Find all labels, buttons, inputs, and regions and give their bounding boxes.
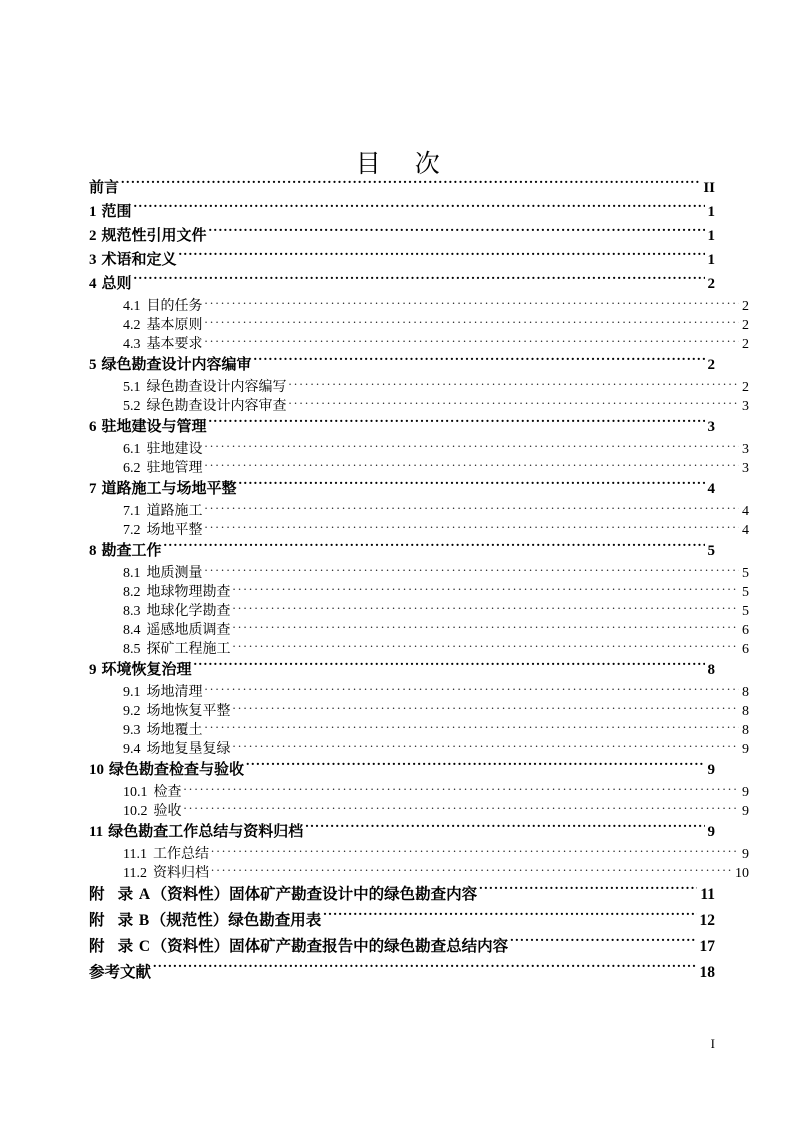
toc-entry-number: 7 — [89, 481, 97, 497]
toc-entry-page-number: 11 — [700, 886, 715, 903]
toc-entry-text: 勘查工作 — [101, 543, 162, 559]
toc-entry[interactable] — [89, 582, 749, 601]
toc-dot-leader — [209, 416, 705, 431]
toc-entry-page-number: 9 — [742, 785, 749, 800]
toc-entry-label — [89, 353, 253, 377]
toc-entry-number: B — [138, 912, 151, 929]
toc-entry[interactable] — [89, 908, 715, 934]
toc-entry-page-number: 1 — [707, 204, 715, 220]
toc-entry-label — [123, 583, 232, 601]
toc-entry-number: 1 — [89, 204, 97, 220]
toc-entry-label — [89, 415, 208, 439]
toc-dot-leader — [205, 439, 740, 453]
toc-dot-leader — [184, 801, 740, 815]
toc-entry-number: 8.5 — [123, 642, 141, 657]
toc-entry-page-number: 12 — [699, 912, 715, 929]
toc-entry[interactable] — [89, 248, 715, 272]
toc-dot-leader — [205, 334, 740, 348]
toc-entry-page-number: 1 — [707, 252, 715, 268]
toc-entry-page-number: 2 — [742, 337, 749, 352]
toc-entry[interactable] — [89, 458, 749, 477]
toc-entry-label — [89, 908, 322, 934]
toc-dot-leader — [205, 682, 740, 696]
toc-entry[interactable] — [89, 315, 749, 334]
toc-dot-leader — [479, 884, 697, 900]
toc-entry-text: 参考文献 — [89, 964, 152, 981]
toc-entry[interactable] — [89, 334, 749, 353]
toc-entry-page-number: 9 — [742, 847, 749, 862]
toc-dot-leader — [164, 540, 705, 555]
toc-entry[interactable] — [89, 501, 749, 520]
toc-dot-leader — [233, 601, 740, 615]
toc-entry[interactable] — [89, 520, 749, 539]
toc-entry-text: 场地覆土 — [146, 723, 203, 738]
toc-entry-label — [123, 802, 183, 820]
toc-entry-text: 术语和定义 — [101, 252, 177, 268]
toc-entry-number: 9 — [89, 662, 97, 678]
toc-entry-label — [123, 845, 210, 863]
toc-entry-label — [89, 224, 208, 248]
toc-entry[interactable] — [89, 377, 749, 396]
toc-dot-leader — [194, 659, 705, 674]
toc-entry[interactable] — [89, 176, 715, 200]
toc-entry[interactable] — [89, 296, 749, 315]
toc-entry-label — [123, 297, 204, 315]
toc-entry[interactable] — [89, 782, 749, 801]
toc-entry-page-number: 3 — [742, 461, 749, 476]
toc-entry-text: 环境恢复治理 — [101, 662, 192, 678]
toc-entry-number: 3 — [89, 252, 97, 268]
toc-entry[interactable] — [89, 801, 749, 820]
toc-entry-number: 9.3 — [123, 723, 141, 738]
toc-dot-leader — [153, 962, 696, 978]
toc-dot-leader — [209, 225, 705, 240]
toc-entry-page-number: 2 — [742, 380, 749, 395]
toc-entry[interactable] — [89, 658, 715, 682]
toc-entry-label — [123, 502, 204, 520]
toc-entry-text: 绿色勘查设计内容编写 — [146, 380, 287, 395]
toc-entry-text: 绿色勘查检查与验收 — [109, 762, 245, 778]
toc-entry[interactable] — [89, 396, 749, 415]
toc-entry-text: 绿色勘查工作总结与资料归档 — [108, 824, 304, 840]
toc-entry-page-number: 9 — [707, 762, 715, 778]
toc-entry-text: 基本要求 — [146, 337, 203, 352]
toc-dot-leader — [134, 273, 705, 288]
toc-dot-leader — [205, 520, 740, 534]
toc-entry-text: 范围 — [101, 204, 132, 220]
toc-entry-label — [89, 820, 304, 844]
toc-entry-page-number: 8 — [742, 685, 749, 700]
toc-entry-label — [89, 248, 178, 272]
toc-entry-label — [89, 882, 478, 908]
toc-entry-text: 总则 — [101, 276, 132, 292]
toc-entry-label — [89, 539, 163, 563]
toc-entry[interactable] — [89, 639, 749, 658]
toc-entry[interactable] — [89, 439, 749, 458]
toc-entry-page-number: II — [703, 180, 715, 196]
toc-entry-page-number: 5 — [742, 604, 749, 619]
toc-entry[interactable] — [89, 477, 715, 501]
toc-entry-number: 5 — [89, 357, 97, 373]
toc-entry-page-number: 5 — [707, 543, 715, 559]
toc-entry-label — [123, 640, 232, 658]
toc-entry-text: 场地清理 — [146, 685, 203, 700]
toc-entry-text: 资料归档 — [152, 866, 209, 881]
toc-entry-page-number: 2 — [707, 357, 715, 373]
toc-entry-page-number: 8 — [707, 662, 715, 678]
toc-entry-number: 9.2 — [123, 704, 141, 719]
toc-entry-text: 目的任务 — [146, 299, 203, 314]
table-of-contents-list — [89, 176, 749, 986]
toc-entry-page-number: 2 — [742, 318, 749, 333]
toc-entry[interactable] — [89, 415, 715, 439]
toc-dot-leader — [233, 582, 740, 596]
toc-entry-text: 地球化学勘查 — [146, 604, 231, 619]
toc-entry-label — [123, 440, 204, 458]
toc-entry-text: 道路施工与场地平整 — [101, 481, 237, 497]
toc-dot-leader — [246, 759, 704, 774]
toc-entry-number: 8.3 — [123, 604, 141, 619]
toc-entry-number: 6.2 — [123, 461, 141, 476]
toc-entry-label — [123, 378, 288, 396]
toc-entry-label — [123, 316, 204, 334]
toc-entry-text: 绿色勘查设计内容编审 — [101, 357, 252, 373]
toc-entry-label — [123, 721, 204, 739]
toc-entry-page-number: 3 — [707, 419, 715, 435]
toc-entry-number: C — [138, 938, 152, 955]
toc-entry-number: 4.2 — [123, 318, 141, 333]
toc-dot-leader — [205, 315, 740, 329]
toc-entry-number: 4.3 — [123, 337, 141, 352]
toc-entry-text: 规范性引用文件 — [101, 228, 207, 244]
toc-entry-label — [123, 783, 183, 801]
toc-entry-number: 10.2 — [123, 804, 148, 819]
toc-entry-number: 5.1 — [123, 380, 141, 395]
toc-dot-leader — [205, 458, 740, 472]
toc-entry-label — [89, 176, 120, 200]
toc-entry-number: A — [138, 886, 152, 903]
toc-dot-leader — [289, 377, 740, 391]
toc-entry[interactable] — [89, 701, 749, 720]
toc-entry[interactable] — [89, 720, 749, 739]
toc-dot-leader — [239, 478, 705, 493]
page-number-footer: I — [710, 1036, 715, 1051]
toc-entry-page-number: 4 — [742, 523, 749, 538]
toc-entry-number: 4 — [89, 276, 97, 292]
toc-entry-number: 8.1 — [123, 566, 141, 581]
page-title: 目 次 — [355, 149, 445, 178]
toc-entry-page-number: 4 — [707, 481, 715, 497]
toc-entry-page-number: 5 — [742, 566, 749, 581]
toc-entry-number: 5.2 — [123, 399, 141, 414]
toc-dot-leader — [211, 844, 739, 858]
toc-dot-leader — [305, 821, 704, 836]
toc-entry-number: 8.4 — [123, 623, 141, 638]
toc-entry-label — [89, 960, 152, 986]
toc-entry[interactable] — [89, 601, 749, 620]
toc-entry[interactable] — [89, 539, 715, 563]
toc-dot-leader — [211, 863, 732, 877]
toc-entry-number: 11.1 — [123, 847, 147, 862]
toc-entry[interactable] — [89, 844, 749, 863]
toc-entry[interactable] — [89, 682, 749, 701]
toc-entry-page-number: 9 — [742, 804, 749, 819]
toc-entry-label — [123, 459, 204, 477]
toc-entry-number: 2 — [89, 228, 97, 244]
toc-entry[interactable] — [89, 882, 715, 908]
toc-entry-label — [123, 683, 204, 701]
toc-dot-leader — [233, 620, 740, 634]
toc-dot-leader — [205, 296, 740, 310]
toc-dot-leader — [510, 936, 696, 952]
toc-entry-page-number: 10 — [735, 866, 749, 881]
toc-entry-page-number: 17 — [699, 938, 715, 955]
toc-dot-leader — [289, 396, 740, 410]
toc-dot-leader — [184, 782, 740, 796]
toc-entry-label — [89, 477, 238, 501]
toc-entry-text: （资料性）固体矿产勘查报告中的绿色勘查总结内容 — [151, 938, 509, 955]
toc-dot-leader — [179, 249, 705, 264]
toc-entry-number: 4.1 — [123, 299, 141, 314]
toc-entry-page-number: 5 — [742, 585, 749, 600]
toc-entry-number: 10 — [89, 762, 104, 778]
toc-entry-prefix: 附 录 — [89, 912, 138, 929]
toc-entry-label — [89, 272, 133, 296]
toc-entry-number: 6.1 — [123, 442, 141, 457]
toc-entry[interactable] — [89, 820, 715, 844]
toc-entry[interactable] — [89, 353, 715, 377]
toc-entry-label — [89, 934, 509, 960]
toc-entry-page-number: 6 — [742, 642, 749, 657]
toc-entry-label — [123, 521, 204, 539]
toc-entry-text: 场地复垦复绿 — [146, 742, 231, 757]
toc-entry-label — [123, 397, 288, 415]
toc-entry-page-number: 3 — [742, 442, 749, 457]
toc-entry-number: 8 — [89, 543, 97, 559]
toc-entry-page-number: 3 — [742, 399, 749, 414]
toc-entry-label — [123, 335, 204, 353]
toc-entry-page-number: 1 — [707, 228, 715, 244]
toc-dot-leader — [121, 177, 700, 192]
toc-entry-text: 地球物理勘查 — [146, 585, 231, 600]
toc-dot-leader — [233, 701, 740, 715]
toc-entry-text: 基本原则 — [146, 318, 203, 333]
toc-entry-page-number: 2 — [707, 276, 715, 292]
toc-entry-text: （规范性）绿色勘查用表 — [150, 912, 322, 929]
toc-entry-label — [123, 864, 210, 882]
toc-entry-label — [89, 658, 193, 682]
toc-entry-page-number: 4 — [742, 504, 749, 519]
toc-entry[interactable] — [89, 863, 749, 882]
toc-entry-number: 11 — [89, 824, 104, 840]
toc-dot-leader — [134, 201, 705, 216]
toc-entry-number: 9.4 — [123, 742, 141, 757]
toc-entry-label — [123, 740, 232, 758]
toc-entry-label — [89, 200, 133, 224]
toc-entry-page-number: 6 — [742, 623, 749, 638]
toc-entry-label — [123, 564, 204, 582]
toc-dot-leader — [205, 720, 740, 734]
toc-dot-leader — [205, 501, 740, 515]
toc-entry-number: 7.1 — [123, 504, 141, 519]
toc-entry-label — [123, 621, 232, 639]
toc-entry-page-number: 8 — [742, 704, 749, 719]
toc-dot-leader — [323, 910, 696, 926]
toc-entry-text: 探矿工程施工 — [146, 642, 231, 657]
toc-entry[interactable] — [89, 563, 749, 582]
toc-entry-text: 绿色勘查设计内容审查 — [146, 399, 287, 414]
toc-entry-label — [89, 758, 245, 782]
toc-entry[interactable] — [89, 739, 749, 758]
toc-entry-text: 场地恢复平整 — [146, 704, 231, 719]
toc-entry-number: 11.2 — [123, 866, 147, 881]
toc-entry-page-number: 9 — [742, 742, 749, 757]
toc-entry-prefix: 附 录 — [89, 886, 138, 903]
toc-entry-page-number: 2 — [742, 299, 749, 314]
toc-entry-text: 遥感地质调查 — [146, 623, 231, 638]
toc-entry-label — [123, 702, 232, 720]
toc-entry-label — [123, 602, 232, 620]
toc-entry-text: 工作总结 — [152, 847, 209, 862]
toc-entry-number: 9.1 — [123, 685, 141, 700]
toc-entry-number: 6 — [89, 419, 97, 435]
toc-dot-leader — [233, 639, 740, 653]
toc-entry-text: 道路施工 — [146, 504, 203, 519]
toc-entry-text: 驻地管理 — [146, 461, 203, 476]
toc-entry[interactable] — [89, 758, 715, 782]
toc-entry[interactable] — [89, 200, 715, 224]
toc-entry-text: 场地平整 — [146, 523, 203, 538]
toc-entry-page-number: 9 — [707, 824, 715, 840]
toc-dot-leader — [205, 563, 740, 577]
toc-entry-text: 驻地建设与管理 — [101, 419, 207, 435]
toc-entry-number: 7.2 — [123, 523, 141, 538]
toc-dot-leader — [233, 739, 740, 753]
toc-entry-page-number: 8 — [742, 723, 749, 738]
toc-entry[interactable] — [89, 272, 715, 296]
toc-entry[interactable] — [89, 934, 715, 960]
toc-entry-prefix: 附 录 — [89, 938, 138, 955]
toc-entry[interactable] — [89, 960, 715, 986]
toc-entry-text: 检查 — [153, 785, 182, 800]
toc-entry-text: 地质测量 — [146, 566, 203, 581]
toc-entry-text: 前言 — [89, 180, 120, 196]
toc-entry-page-number: 18 — [699, 964, 715, 981]
toc-entry-text: （资料性）固体矿产勘查设计中的绿色勘查内容 — [151, 886, 478, 903]
toc-entry-text: 驻地建设 — [146, 442, 203, 457]
toc-entry[interactable] — [89, 224, 715, 248]
toc-dot-leader — [254, 354, 705, 369]
toc-entry[interactable] — [89, 620, 749, 639]
toc-entry-text: 验收 — [153, 804, 182, 819]
toc-entry-number: 8.2 — [123, 585, 141, 600]
toc-entry-number: 10.1 — [123, 785, 148, 800]
